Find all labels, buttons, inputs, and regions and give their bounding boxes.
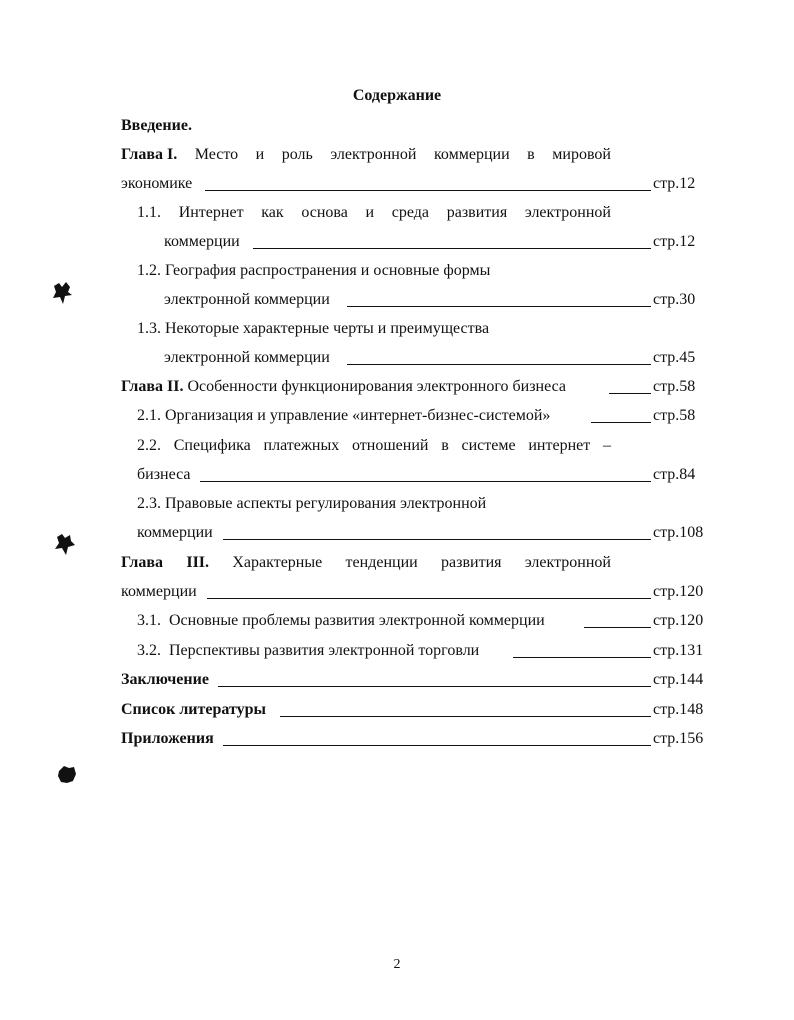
toc-text: 3.2. Перспективы развития электронной торговли: [137, 642, 480, 659]
toc-entry-1-3-line1: [0, 317, 794, 341]
leader-line: [223, 745, 651, 746]
toc-word: –: [602, 437, 611, 454]
toc-word: Специфика: [173, 437, 251, 454]
toc-page-ref: стр.120: [653, 583, 704, 600]
toc-entry-chapter2: [0, 375, 794, 399]
toc-text: 1.2. География распространения и основные формы: [137, 262, 491, 279]
toc-page-ref: стр.131: [653, 642, 704, 659]
leader-line: [584, 627, 651, 628]
toc-word: тенденции: [345, 554, 418, 571]
toc-text: 2.1. Организация и управление «интернет-бизнес-системой»: [137, 407, 551, 424]
leader-line: [253, 248, 651, 249]
toc-word: развития: [446, 204, 508, 221]
leader-line: [218, 686, 651, 687]
toc-text: Особенности функционирования электронного бизнеса: [187, 378, 566, 395]
toc-section-number: 1.1.: [137, 204, 161, 221]
toc-page-ref: стр.45: [653, 349, 696, 366]
toc-word: в: [527, 146, 535, 163]
toc-intro-label: Введение.: [121, 117, 192, 134]
toc-word: роль: [281, 146, 313, 163]
toc-word: электронной: [524, 554, 611, 571]
ink-blot-icon: [55, 762, 79, 786]
toc-text: коммерции: [164, 233, 240, 250]
toc-entry-1-1-line2: [0, 230, 794, 254]
toc-page-ref: стр.12: [653, 175, 696, 192]
toc-entry-chapter3-line1: [0, 551, 794, 575]
toc-text: коммерции: [121, 583, 197, 600]
toc-text: Заключение: [121, 671, 209, 688]
leader-line: [280, 716, 651, 717]
toc-entry-conclusion: [0, 668, 794, 692]
toc-word: интернет: [528, 437, 591, 454]
toc-chapter1-label: Глава I.: [121, 146, 178, 163]
toc-entry-2-3-line2: [0, 521, 794, 545]
toc-text: экономике: [121, 175, 193, 192]
toc-text: 1.3. Некоторые характерные черты и преимущества: [137, 320, 490, 337]
toc-entry-chapter1-line1: [0, 143, 794, 167]
toc-word: электронной: [330, 146, 417, 163]
leader-line: [205, 190, 651, 191]
page-title: Содержание: [352, 87, 442, 104]
toc-entry-references: [0, 698, 794, 722]
toc-page-ref: стр.12: [653, 233, 696, 250]
toc-text: электронной коммерции: [164, 349, 330, 366]
toc-page-ref: стр.58: [653, 407, 696, 424]
leader-line: [200, 481, 651, 482]
toc-entry-2-3-line1: [0, 492, 794, 516]
toc-entry-1-2-line1: [0, 259, 794, 283]
toc-word: электронной: [524, 204, 611, 221]
toc-word: среда: [391, 204, 430, 221]
toc-page-ref: стр.120: [653, 612, 704, 629]
leader-line: [347, 306, 651, 307]
toc-word: как: [261, 204, 284, 221]
toc-word: системе: [461, 437, 516, 454]
toc-entry-intro: [0, 114, 794, 138]
toc-entry-3-1: [0, 609, 794, 633]
toc-word: платежных: [263, 437, 340, 454]
toc-text: бизнеса: [137, 466, 191, 483]
toc-section-number: 2.2.: [137, 437, 161, 454]
toc-word: Характерные: [232, 554, 323, 571]
toc-entry-chapter3-line2: [0, 580, 794, 604]
leader-line: [223, 539, 651, 540]
page-number: 2: [393, 957, 401, 972]
toc-word: развития: [441, 554, 502, 571]
toc-page-ref: стр.108: [653, 524, 704, 541]
toc-text: электронной коммерции: [164, 291, 330, 308]
toc-chapter3-number: III.: [186, 554, 210, 571]
toc-entry-2-2-line2: [0, 463, 794, 487]
toc-word: мировой: [552, 146, 611, 163]
leader-line: [207, 598, 651, 599]
toc-text: Приложения: [121, 730, 214, 747]
toc-word: и: [365, 204, 375, 221]
toc-page-ref: стр.84: [653, 466, 696, 483]
toc-chapter3-label: Глава: [121, 554, 163, 571]
toc-word: в: [441, 437, 449, 454]
toc-entry-2-1: [0, 404, 794, 428]
toc-entry-1-1-line1: [0, 201, 794, 225]
leader-line: [609, 393, 651, 394]
toc-entry-chapter1-line2: [0, 172, 794, 196]
toc-word: отношений: [351, 437, 429, 454]
toc-entry-2-2-line1: [0, 434, 794, 458]
toc-word: и: [255, 146, 265, 163]
toc-page-ref: стр.144: [653, 671, 704, 688]
toc-word: коммерции: [433, 146, 510, 163]
toc-page-ref: стр.148: [653, 701, 704, 718]
toc-page-ref: стр.156: [653, 730, 704, 747]
toc-entry-3-2: [0, 639, 794, 663]
toc-word: основа: [301, 204, 348, 221]
leader-line: [347, 364, 651, 365]
toc-page-ref: стр.58: [653, 378, 696, 395]
toc-text: 3.1. Основные проблемы развития электронной коммерции: [137, 612, 545, 629]
toc-chapter2-label: Глава II.: [121, 378, 184, 395]
toc-entry-appendix: [0, 727, 794, 751]
toc-word: Интернет: [178, 204, 244, 221]
leader-line: [591, 422, 651, 423]
toc-text: Список литературы: [121, 701, 266, 718]
toc-text: коммерции: [137, 524, 213, 541]
toc-text: 2.3. Правовые аспекты регулирования электронной: [137, 495, 487, 512]
toc-entry-1-3-line2: [0, 346, 794, 370]
leader-line: [513, 657, 651, 658]
toc-page-ref: стр.30: [653, 291, 696, 308]
toc-entry-1-2-line2: [0, 288, 794, 312]
toc-word: Место: [194, 146, 239, 163]
